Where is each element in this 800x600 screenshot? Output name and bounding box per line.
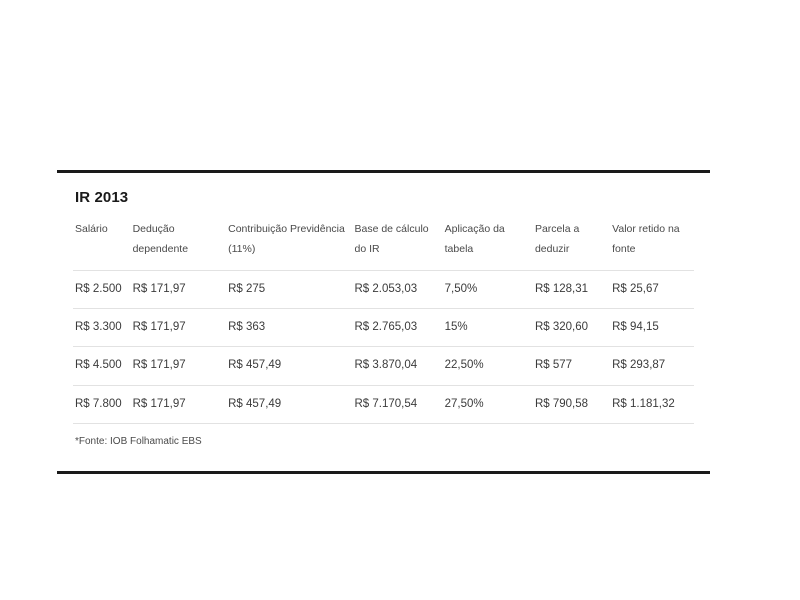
cell-aplicacao: 22,50% [443,347,533,385]
cell-previdencia: R$ 363 [226,309,352,347]
column-header-salario: Salário [73,218,131,270]
cell-previdencia: R$ 275 [226,270,352,308]
table-header-row [73,218,694,270]
cell-parcela: R$ 320,60 [533,309,610,347]
cell-parcela: R$ 128,31 [533,270,610,308]
cell-deducao: R$ 171,97 [131,347,227,385]
cell-base: R$ 7.170,54 [352,385,442,423]
column-header-base: Base de cálculo do IR [352,218,442,270]
cell-previdencia: R$ 457,49 [226,347,352,385]
cell-deducao: R$ 171,97 [131,385,227,423]
table-row [73,309,694,347]
source-note: *Fonte: IOB Folhamatic EBS [75,435,202,447]
cell-retido: R$ 1.181,32 [610,385,694,423]
cell-salario: R$ 7.800 [73,385,131,423]
cell-salario: R$ 2.500 [73,270,131,308]
cell-retido: R$ 293,87 [610,347,694,385]
table-row [73,385,694,423]
cell-deducao: R$ 171,97 [131,270,227,308]
cell-aplicacao: 7,50% [443,270,533,308]
cell-retido: R$ 94,15 [610,309,694,347]
cell-aplicacao: 27,50% [443,385,533,423]
ir-table-card-inner [57,173,710,471]
column-header-aplicacao: Aplicação da tabela [443,218,533,270]
column-header-previdencia: Contribuição Previdência (11%) [226,218,352,270]
ir-table-head [73,218,694,270]
cell-aplicacao: 15% [443,309,533,347]
column-header-retido: Valor retido na fonte [610,218,694,270]
cell-parcela: R$ 577 [533,347,610,385]
cell-base: R$ 2.765,03 [352,309,442,347]
cell-base: R$ 3.870,04 [352,347,442,385]
cell-retido: R$ 25,67 [610,270,694,308]
cell-base: R$ 2.053,03 [352,270,442,308]
cell-deducao: R$ 171,97 [131,309,227,347]
cell-salario: R$ 3.300 [73,309,131,347]
table-row [73,270,694,308]
ir-table-body [73,270,694,423]
cell-salario: R$ 4.500 [73,347,131,385]
cell-previdencia: R$ 457,49 [226,385,352,423]
column-header-parcela: Parcela a deduzir [533,218,610,270]
cell-parcela: R$ 790,58 [533,385,610,423]
table-row [73,347,694,385]
column-header-deducao: Dedução dependente [131,218,227,270]
upper-content-panel [57,0,621,170]
ir-table-card [57,170,710,474]
page-title: IR 2013 [75,189,129,206]
ir-table [73,218,694,424]
